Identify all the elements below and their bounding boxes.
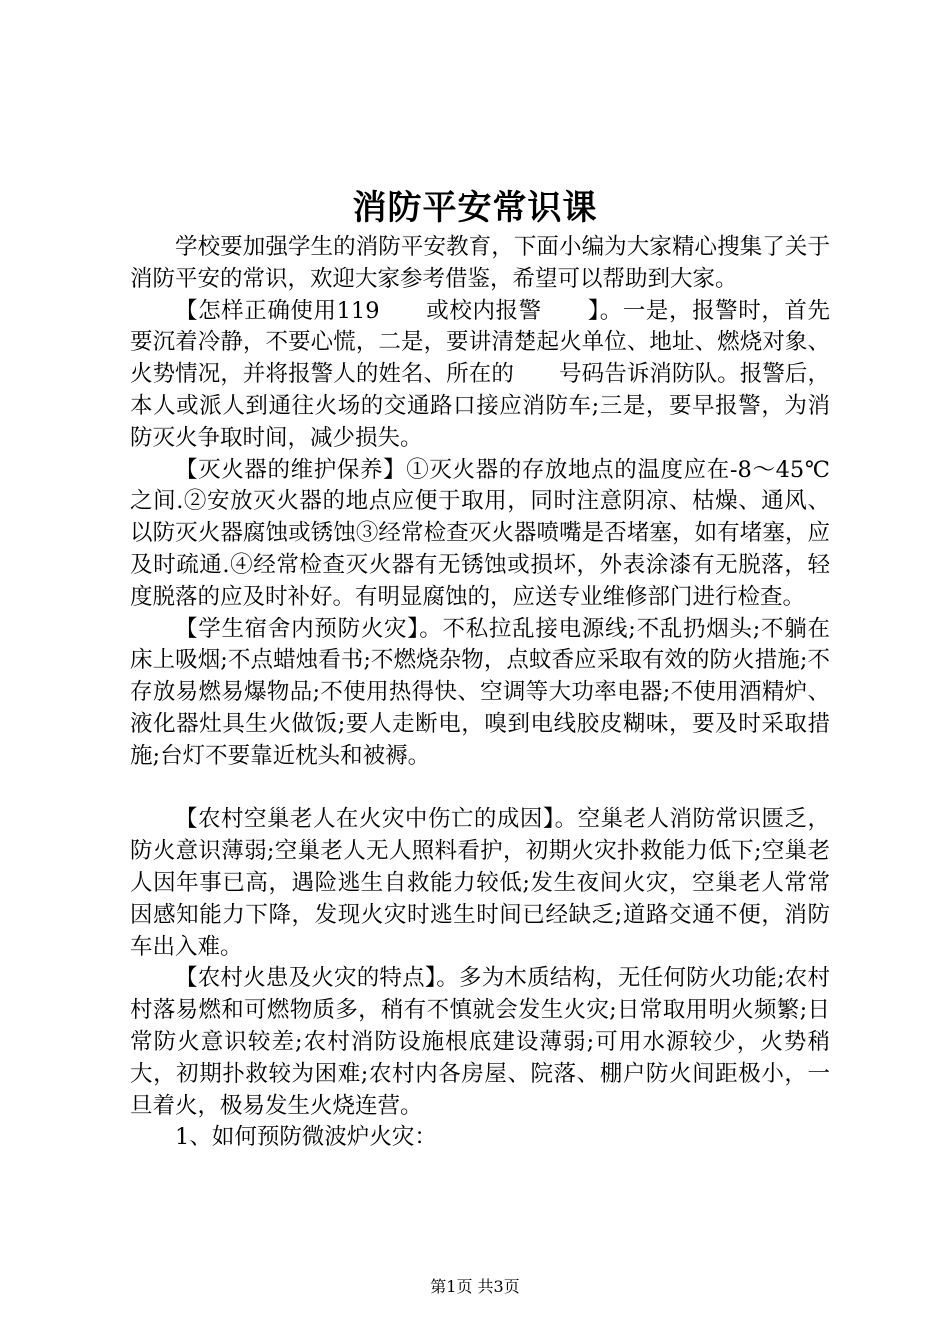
paragraph-dormitory-fire-prevention: 【学生宿舍内预防火灾】。不私拉乱接电源线;不乱扔烟头;不躺在床上吸烟;不点蜡烛看书;不燃烧杂物，点蚊香应采取有效的防火措施;不存放易燃易爆物品;不使用热得快、空调等大功率电器;不使用酒精炉、液化器灶具生火做饭;要人走断电，嗅到电线胶皮糊味，要及时采取措施;台灯不要靠近枕头和被褥。 xyxy=(130,615,830,769)
paragraph-rural-fire-characteristics: 【农村火患及火灾的特点】。多为木质结构，无任何防火功能;农村村落易燃和可燃物质多，稍有不慎就会发生火灾;日常取用明火频繁;日常防火意识较差;农村消防设施根底建设薄弱;可用水源较少，火势稍大，初期扑救较为困难;农村内各房屋、院落、棚户防火间距极小，一旦着火，极易发生火烧连营。 xyxy=(130,965,830,1119)
intro-paragraph: 学校要加强学生的消防平安教育，下面小编为大家精心搜集了关于消防平安的常识，欢迎大家参考借鉴，希望可以帮助到大家。 xyxy=(130,234,830,292)
paragraph-rural-elderly-casualties: 【农村空巢老人在火灾中伤亡的成因】。空巢老人消防常识匮乏，防火意识薄弱;空巢老人无人照料看护，初期火灾扑救能力低下;空巢老人因年事已高，遇险逃生自救能力较低;发生夜间火灾，空巢老人常常因感知能力下降，发现火灾时逃生时间已经缺乏;道路交通不便，消防车出入难。 xyxy=(130,806,830,960)
document-body xyxy=(130,232,830,1154)
paragraph-fire-alarm: 【怎样正确使用119 或校内报警 】。一是，报警时，首先要沉着冷静，不要心慌，二是，要讲清楚起火单位、地址、燃烧对象、火势情况，并将报警人的姓名、所在的 号码告诉消防队。报警后，本人或派人到通往火场的交通路口接应消防车;三是，要早报警，为消防灭火争取时间，减少损失。 xyxy=(130,297,830,451)
page-title: 消防平安常识课 xyxy=(352,188,598,228)
paragraph-microwave-heading: 1、如何预防微波炉火灾： xyxy=(175,1124,437,1151)
paragraph-extinguisher-maintenance: 【灭火器的维护保养】①灭火器的存放地点的温度应在-8～45℃之间.②安放灭火器的地点应便于取用，同时注意阴凉、枯燥、通风、以防灭火器腐蚀或锈蚀③经常检查灭火器喷嘴是否堵塞，如有堵塞，应及时疏通.④经常检查灭火器有无锈蚀或损坏，外表涂漆有无脱落，轻度脱落的应及时补好。有明显腐蚀的，应送专业维修部门进行检查。 xyxy=(130,456,830,610)
page-footer: 第1页 共3页 xyxy=(430,1277,520,1296)
